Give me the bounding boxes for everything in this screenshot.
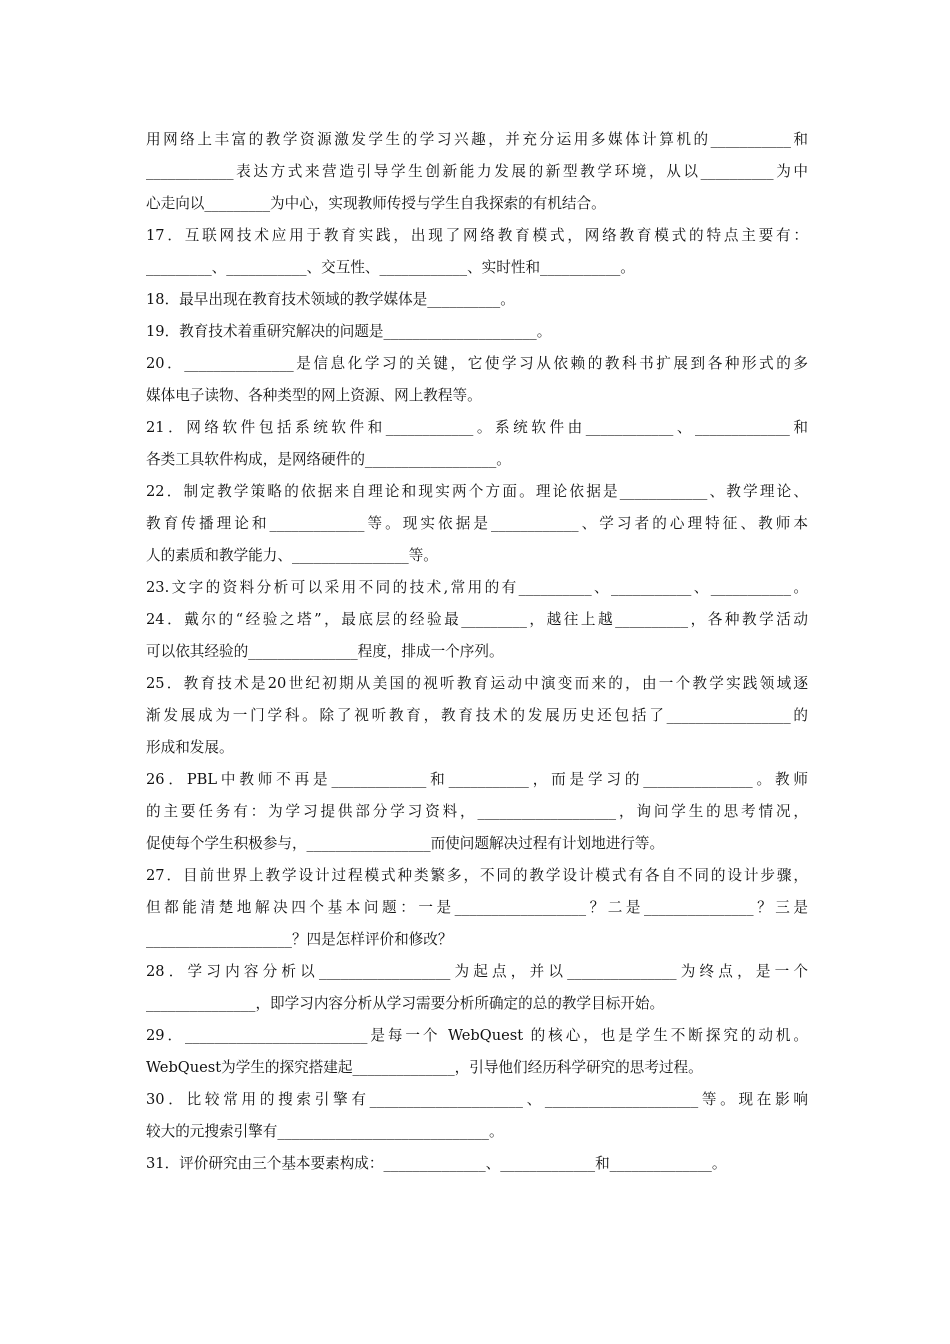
question-27: 27．目前世界上教学设计过程模式种类繁多，不同的教学设计模式有各自不同的设计步骤， bbox=[146, 867, 808, 884]
question-28: 28．学习内容分析以__________________为起点，并以_______________为终点，是一个 bbox=[146, 963, 808, 980]
question-23: 23.文字的资料分析可以采用不同的技术,常用的有__________、___________、___________。 bbox=[146, 579, 808, 596]
question-17: 17．互联网技术应用于教育实践，出现了网络教育模式，网络教育模式的特点主要有： bbox=[146, 227, 808, 244]
question-21: 21．网络软件包括系统软件和____________。系统软件由____________、_____________和 bbox=[146, 419, 808, 436]
text-line: 较大的元搜索引擎有_____________________________。 bbox=[146, 1123, 504, 1140]
question-18: 18．最早出现在教育技术领域的教学媒体是__________。 bbox=[146, 291, 515, 308]
question-26: 26．PBL中教师不再是_____________和___________，而是学习的_______________。教师 bbox=[146, 771, 808, 788]
text-line: 各类工具软件构成，是网络硬件的__________________。 bbox=[146, 451, 511, 468]
text-line: 渐发展成为一门学科。除了视听教育，教育技术的发展历史还包括了_________________的 bbox=[146, 707, 808, 724]
question-22: 22．制定教学策略的依据来自理论和现实两个方面。理论依据是____________、教学理论、 bbox=[146, 483, 808, 500]
text-line: WebQuest为学生的探究搭建起______________，引导他们经历科学研究的思考过程。 bbox=[146, 1059, 703, 1076]
text-line: 促使每个学生积极参与，_________________而使问题解决过程有计划地进行等。 bbox=[146, 835, 665, 852]
question-31: 31．评价研究由三个基本要素构成：______________、_____________和______________。 bbox=[146, 1155, 727, 1172]
text-line: 媒体电子读物、各种类型的网上资源、网上教程等。 bbox=[146, 387, 482, 404]
text-line: 但都能清楚地解决四个基本问题：一是__________________？二是_______________？三是 bbox=[146, 899, 808, 916]
question-30: 30．比较常用的搜索引擎有_____________________、_____________________等。现在影响 bbox=[146, 1091, 808, 1108]
question-29: 29．_________________________是每一个 WebQuest 的核心，也是学生不断探究的动机。 bbox=[146, 1027, 808, 1044]
document-page bbox=[146, 124, 808, 1180]
question-20: 20．_______________是信息化学习的关键，它使学习从依赖的教科书扩展到各种形式的多 bbox=[146, 355, 808, 372]
text-line: ____________表达方式来营造引导学生创新能力发展的新型教学环境，从以__________为中 bbox=[146, 163, 808, 180]
text-line: 形成和发展。 bbox=[146, 739, 234, 756]
question-24: 24．戴尔的“经验之塔”，最底层的经验最_________，越往上越__________，各种教学活动 bbox=[146, 611, 808, 628]
text-line: _______________，即学习内容分析从学习需要分析所确定的总的教学目标开始。 bbox=[146, 995, 665, 1012]
text-line: _________、___________、交互性、____________、实时性和___________。 bbox=[146, 259, 635, 276]
text-line: 的主要任务有：为学习提供部分学习资料，___________________，询问学生的思考情况， bbox=[146, 803, 808, 820]
text-line: 心走向以_________为中心，实现教师传授与学生自我探索的有机结合。 bbox=[146, 195, 606, 212]
text-line: ____________________？四是怎样评价和修改？ bbox=[146, 931, 453, 948]
text-line: 可以依其经验的_______________程度，排成一个序列。 bbox=[146, 643, 504, 660]
question-19: 19．教育技术着重研究解决的问题是_____________________。 bbox=[146, 323, 552, 340]
text-line: 教育传播理论和_____________等。现实依据是____________、学习者的心理特征、教师本 bbox=[146, 515, 808, 532]
text-line: 人的素质和教学能力、________________等。 bbox=[146, 547, 438, 564]
text-line: 用网络上丰富的教学资源激发学生的学习兴趣，并充分运用多媒体计算机的___________和 bbox=[146, 131, 808, 148]
question-25: 25．教育技术是20世纪初期从美国的视听教育运动中演变而来的，由一个教学实践领域逐 bbox=[146, 675, 808, 692]
